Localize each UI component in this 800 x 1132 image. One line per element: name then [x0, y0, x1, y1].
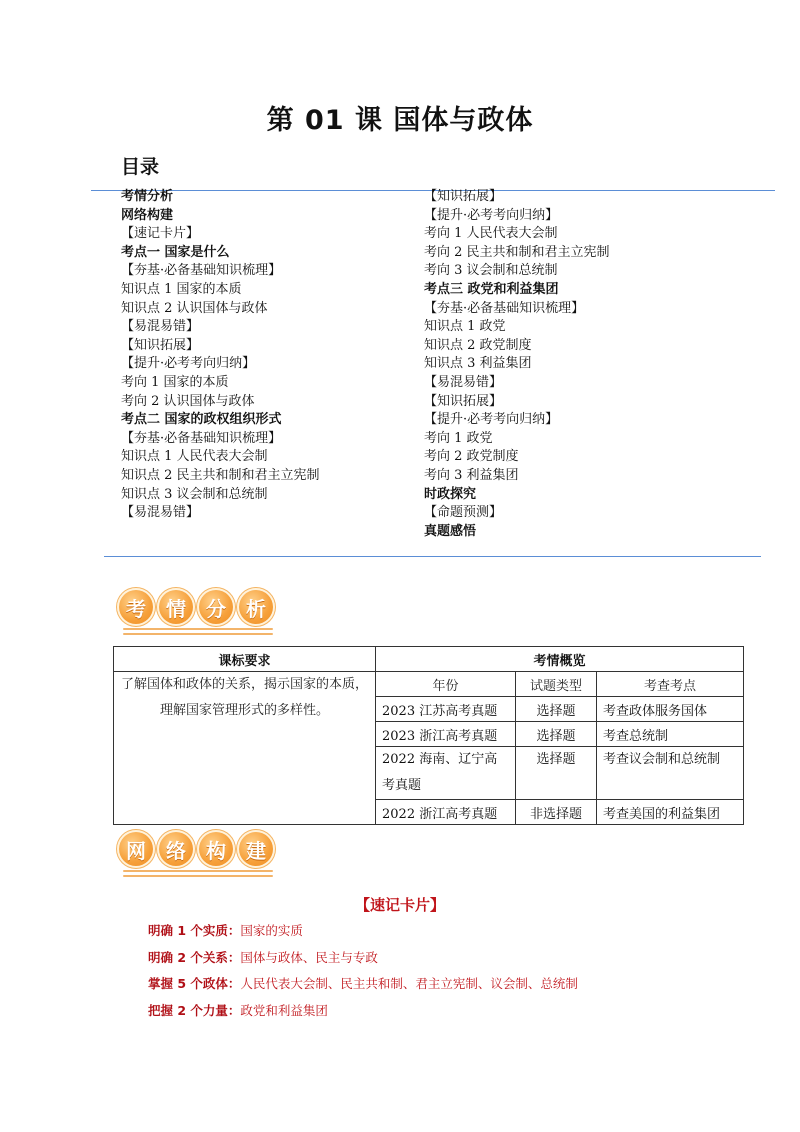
banner-badge: 分: [197, 588, 235, 626]
toc-item: 考向 1 国家的本质: [121, 374, 229, 390]
card-line: [148, 998, 578, 1025]
toc-left-column: [121, 188, 421, 523]
toc-item: 【命题预测】: [424, 505, 503, 521]
card-line: [148, 918, 578, 945]
year-cell: 2022 海南、辽宁高考真题: [376, 747, 516, 800]
toc-item: 知识点 1 政党: [424, 319, 506, 335]
card-line-value: 人民代表大会制、民主共和制、君主立宪制、议会制、总统制: [240, 976, 578, 991]
banner-stripes: [123, 628, 273, 638]
toc-item: 知识点 3 利益集团: [424, 356, 532, 372]
toc-item: 知识点 1 国家的本质: [121, 281, 242, 297]
card-line-label: 明确 1 个实质：: [148, 923, 241, 938]
toc-item: 真题感悟: [424, 523, 477, 539]
toc-bottom-rule: [104, 556, 761, 557]
banner-stripes: [123, 870, 273, 880]
toc-item: 时政探究: [424, 486, 477, 502]
toc-item: 【夯基·必备基础知识梳理】: [121, 263, 282, 279]
table-header-requirement: 课标要求: [114, 647, 376, 672]
page-title: 第 01 课 国体与政体: [266, 105, 534, 136]
banner-badge: 络: [157, 830, 195, 868]
subheader-type: 试题类型: [516, 672, 597, 697]
toc-right-column: [424, 188, 744, 541]
banner-badge: 析: [237, 588, 275, 626]
point-cell: 考查议会制和总统制: [597, 747, 744, 800]
card-line-label: 明确 2 个关系：: [148, 949, 241, 965]
banner-badge: 构: [197, 830, 235, 868]
table-header-overview: 考情概览: [376, 647, 744, 672]
toc-item: 【夯基·必备基础知识梳理】: [121, 430, 282, 446]
toc-item: 【知识拓展】: [424, 393, 503, 409]
toc-item: 【提升·必考考向归纳】: [424, 412, 559, 428]
toc-item: 知识点 1 人民代表大会制: [121, 449, 268, 465]
toc-item: 【速记卡片】: [121, 226, 200, 242]
banner-badge: 网: [117, 830, 155, 868]
toc-heading: 目录: [121, 156, 160, 178]
toc-item: 知识点 2 政党制度: [424, 337, 532, 353]
toc-item: 考点三 政党和利益集团: [424, 281, 559, 297]
toc-item: 考点一 国家是什么: [121, 244, 230, 260]
toc-item: 【夯基·必备基础知识梳理】: [424, 300, 585, 316]
toc-item: 知识点 3 议会制和总统制: [121, 486, 268, 502]
section-banner-exam-analysis: [117, 588, 287, 638]
card-line-label: 把握 2 个力量：: [148, 1002, 241, 1018]
type-cell: 选择题: [516, 697, 597, 722]
toc-item: 考点二 国家的政权组织形式: [121, 412, 282, 428]
card-line-value: 国体与政体、民主与专政: [240, 949, 378, 965]
toc-item: 【知识拓展】: [121, 337, 200, 353]
banner-badge: 情: [157, 588, 195, 626]
year-cell: 2022 浙江高考真题: [376, 800, 516, 825]
requirement-cell: 了解国体和政体的关系，揭示国家的本质，理解国家管理形式的多样性。: [114, 672, 376, 825]
toc-item: 考向 2 民主共和制和君主立宪制: [424, 244, 610, 260]
banner-badge: 建: [237, 830, 275, 868]
year-cell: 2023 浙江高考真题: [376, 722, 516, 747]
card-line-value: 政党和利益集团: [240, 1002, 328, 1018]
toc-item: 知识点 2 民主共和制和君主立宪制: [121, 467, 320, 483]
type-cell: 非选择题: [516, 800, 597, 825]
toc-item: 【提升·必考考向归纳】: [121, 356, 256, 372]
toc-item: 【易混易错】: [424, 374, 503, 390]
toc-item: 【知识拓展】: [424, 189, 503, 204]
card-line-label: 掌握 5 个政体：: [148, 976, 241, 991]
type-cell: 选择题: [516, 722, 597, 747]
exam-overview-table: [113, 646, 744, 825]
toc-item: 考向 2 政党制度: [424, 449, 519, 465]
card-line: [148, 945, 578, 972]
toc-item: 【易混易错】: [121, 505, 200, 521]
toc-item: 考向 1 政党: [424, 430, 493, 446]
point-cell: 考查政体服务国体: [597, 697, 744, 722]
subheader-year: 年份: [376, 672, 516, 697]
toc-item: 考向 3 利益集团: [424, 467, 519, 483]
speed-card-list: [148, 918, 578, 1024]
toc-item: 考向 1 人民代表大会制: [424, 226, 558, 242]
section-banner-network: [117, 830, 287, 880]
toc-item: 考向 2 认识国体与政体: [121, 393, 255, 409]
point-cell: 考查总统制: [597, 722, 744, 747]
toc-item: 知识点 2 认识国体与政体: [121, 300, 268, 316]
toc-item: 【提升·必考考向归纳】: [424, 207, 559, 223]
year-cell: 2023 江苏高考真题: [376, 697, 516, 722]
toc-item: 考情分析: [121, 189, 174, 204]
type-cell: 选择题: [516, 747, 597, 800]
point-cell: 考查美国的利益集团: [597, 800, 744, 825]
speed-card-title: 【速记卡片】: [354, 896, 445, 914]
toc-item: 网络构建: [121, 207, 174, 223]
toc-item: 【易混易错】: [121, 319, 200, 335]
card-line: [148, 971, 578, 998]
subheader-point: 考查考点: [597, 672, 744, 697]
toc-item: 考向 3 议会制和总统制: [424, 263, 558, 279]
banner-badge: 考: [117, 588, 155, 626]
card-line-value: 国家的实质: [240, 923, 303, 938]
